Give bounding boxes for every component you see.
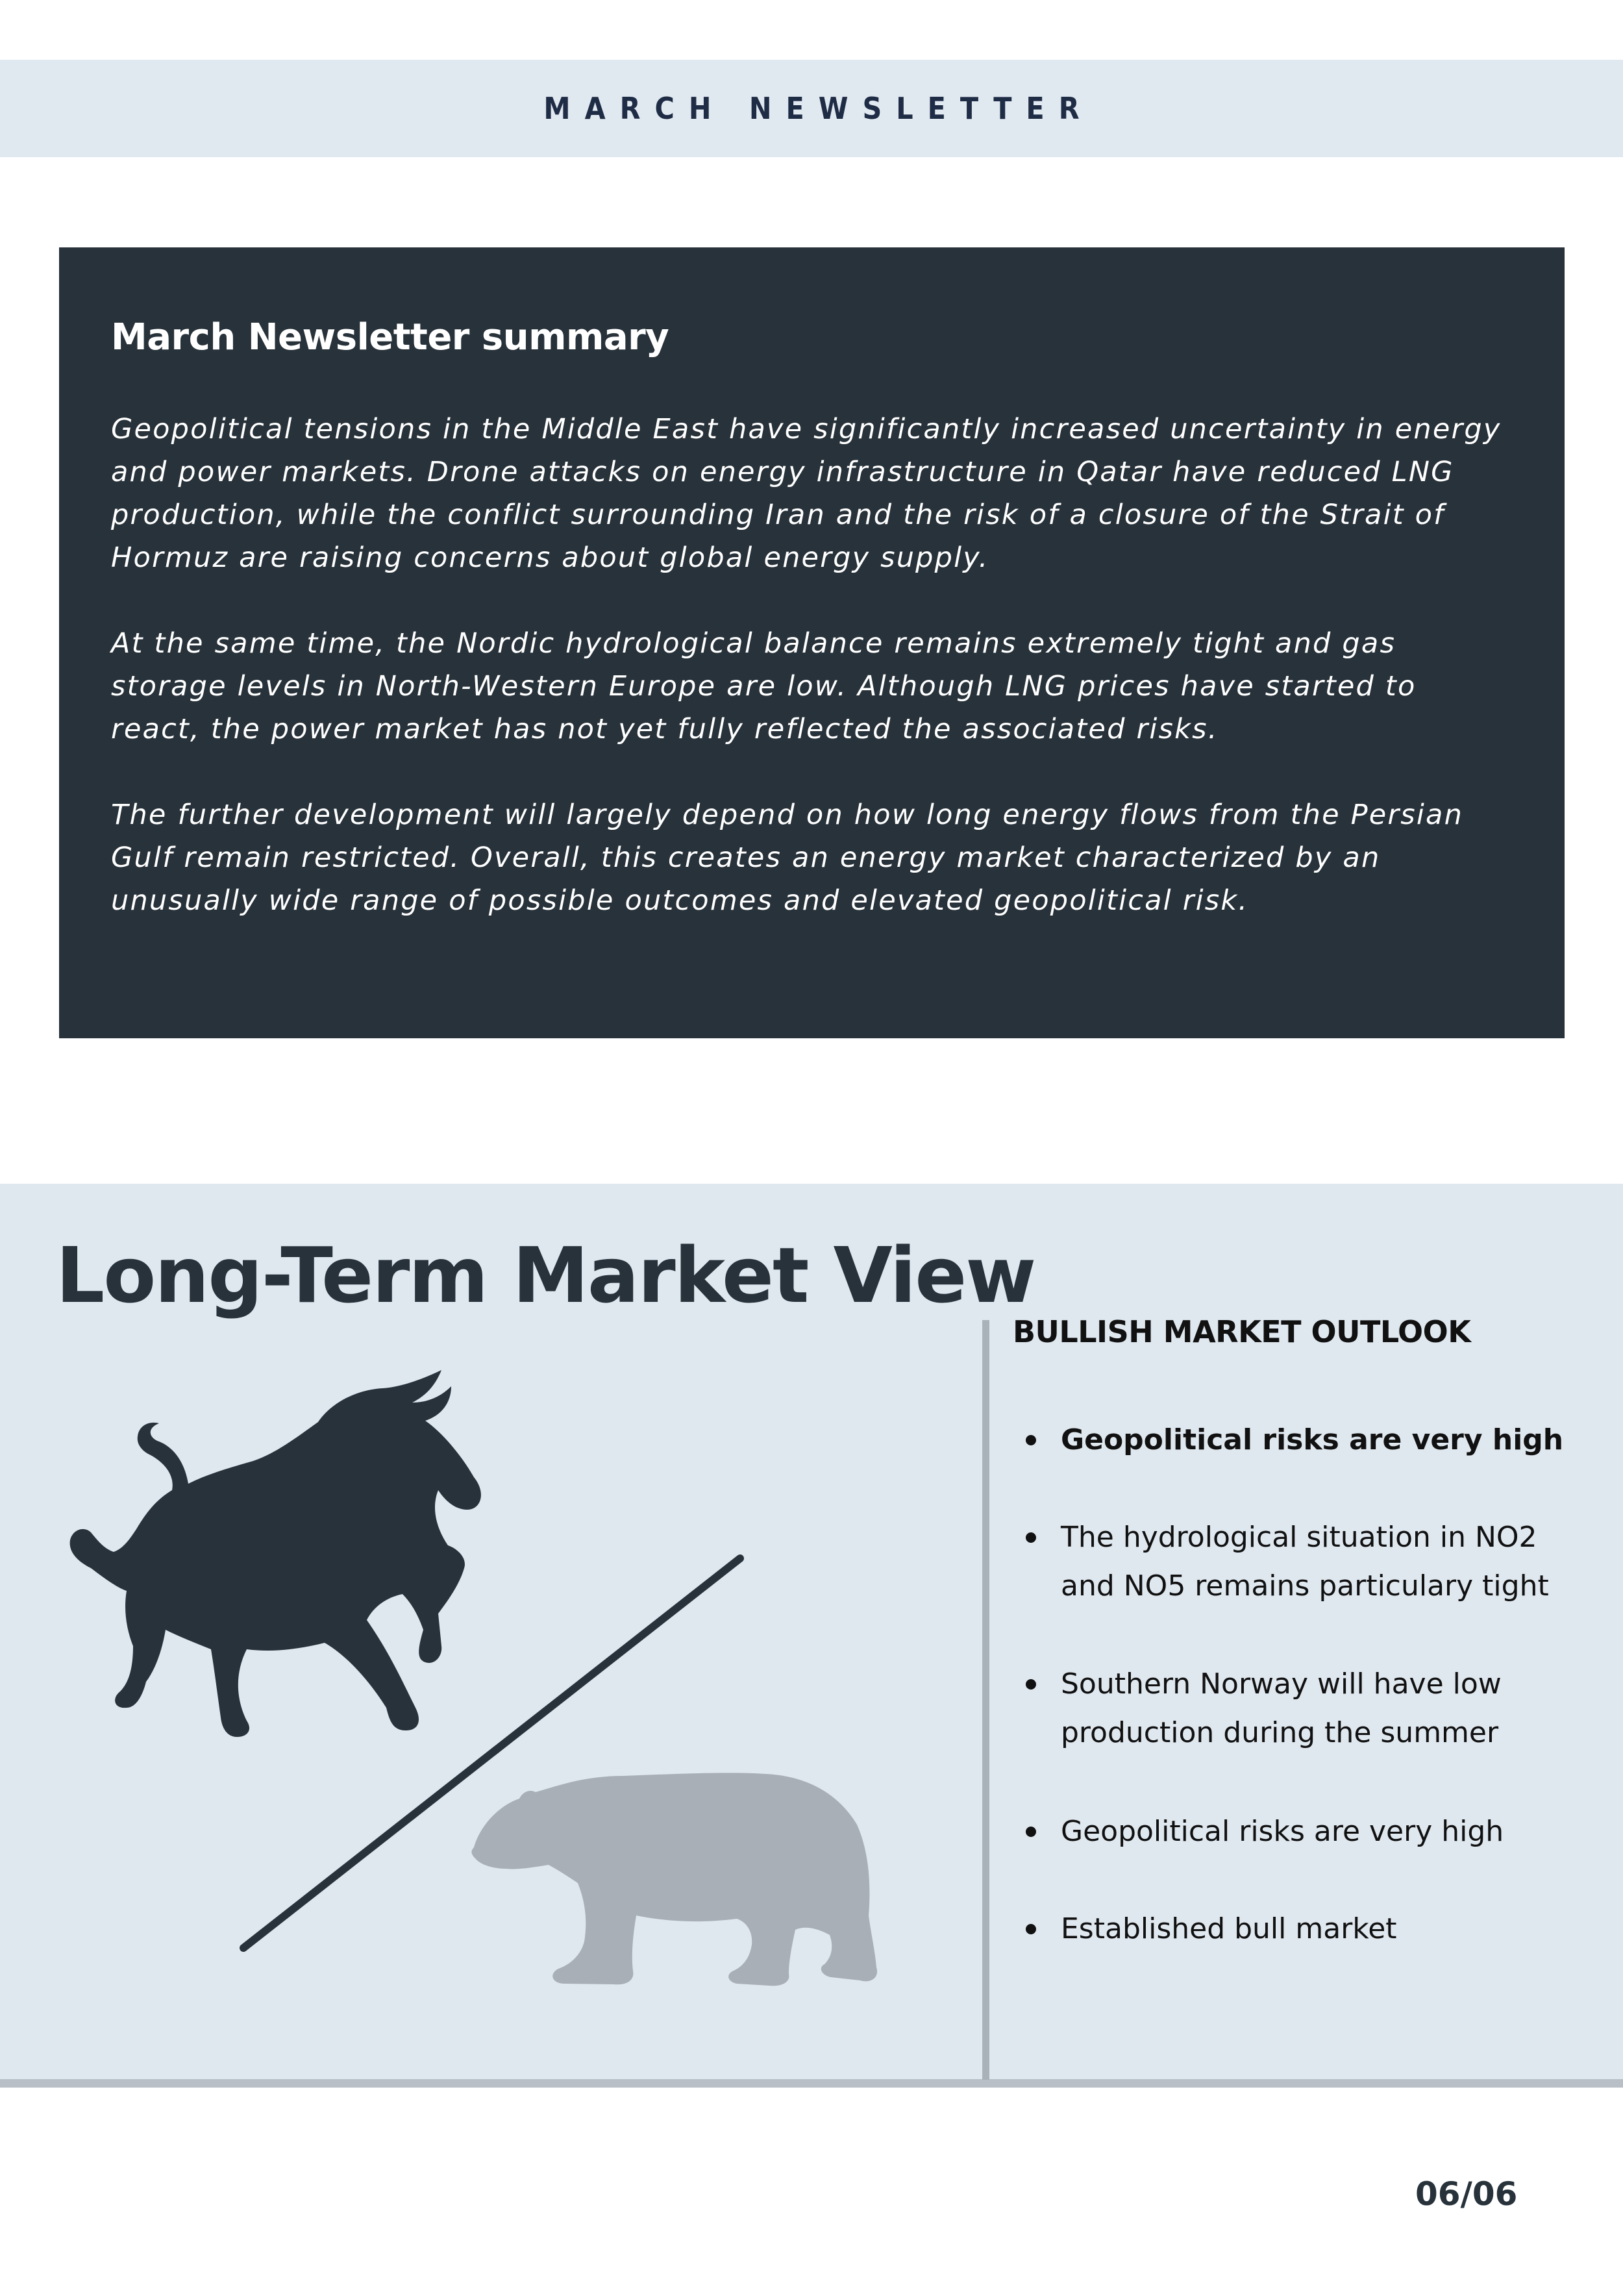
page-number: 06/06 <box>1415 2175 1518 2213</box>
outlook-list-item <box>1013 1416 1597 1464</box>
outlook-list-item <box>1013 1807 1597 1856</box>
summary-box <box>59 247 1565 1038</box>
header-band <box>0 60 1623 157</box>
bear-silhouette-icon <box>471 1773 877 1986</box>
outlook-item-text: Geopolitical risks are very high <box>1061 1815 1504 1848</box>
summary-heading: March Newsletter summary <box>111 316 669 358</box>
outlook-heading: BULLISH MARKET OUTLOOK <box>1013 1314 1471 1349</box>
outlook-item-text: Established bull market <box>1061 1912 1397 1945</box>
newsletter-header-title: MARCH NEWSLETTER <box>543 91 1094 126</box>
outlook-item-text: Southern Norway will have low production during the summer <box>1061 1667 1502 1749</box>
outlook-list-item <box>1013 1513 1597 1610</box>
summary-paragraph-1: Geopolitical tensions in the Middle East have significantly increased uncertainty in energy and power markets. Drone attacks on energy infrastructure in Qatar have reduced LNG production, while the conflict surrounding Iran and the risk of a closure of the Strait of Hormuz are raising concerns about global energy supply. <box>111 413 1502 574</box>
bull-silhouette-icon <box>70 1370 481 1737</box>
bull-bear-illustration <box>52 1370 909 2013</box>
market-view-title: Long-Term Market View <box>56 1230 1035 1320</box>
bullet-icon <box>1026 1827 1036 1837</box>
bullet-icon <box>1026 1924 1036 1934</box>
outlook-item-text: The hydrological situation in NO2 and NO5 remains particulary tight <box>1061 1521 1549 1603</box>
vertical-divider <box>982 1320 989 2080</box>
bottom-rule-divider <box>0 2079 1623 2088</box>
bullet-icon <box>1026 1435 1036 1445</box>
outlook-list-item <box>1013 1660 1597 1757</box>
summary-paragraph-3: The further development will largely depend on how long energy flows from the Persian Gulf remain restricted. Overall, this creates an energy market characterized by an unusually wide range of possible outcomes and elevated geopolitical risk. <box>111 799 1464 917</box>
bullet-icon <box>1026 1679 1036 1690</box>
outlook-list-item <box>1013 1904 1597 1953</box>
bullet-icon <box>1026 1532 1036 1543</box>
summary-paragraph-2: At the same time, the Nordic hydrological balance remains extremely tight and gas storage levels in North-Western Europe are low. Although LNG prices have started to react, the power market has not yet fully reflected the associated risks. <box>111 627 1417 745</box>
outlook-item-text: Geopolitical risks are very high <box>1061 1423 1564 1456</box>
